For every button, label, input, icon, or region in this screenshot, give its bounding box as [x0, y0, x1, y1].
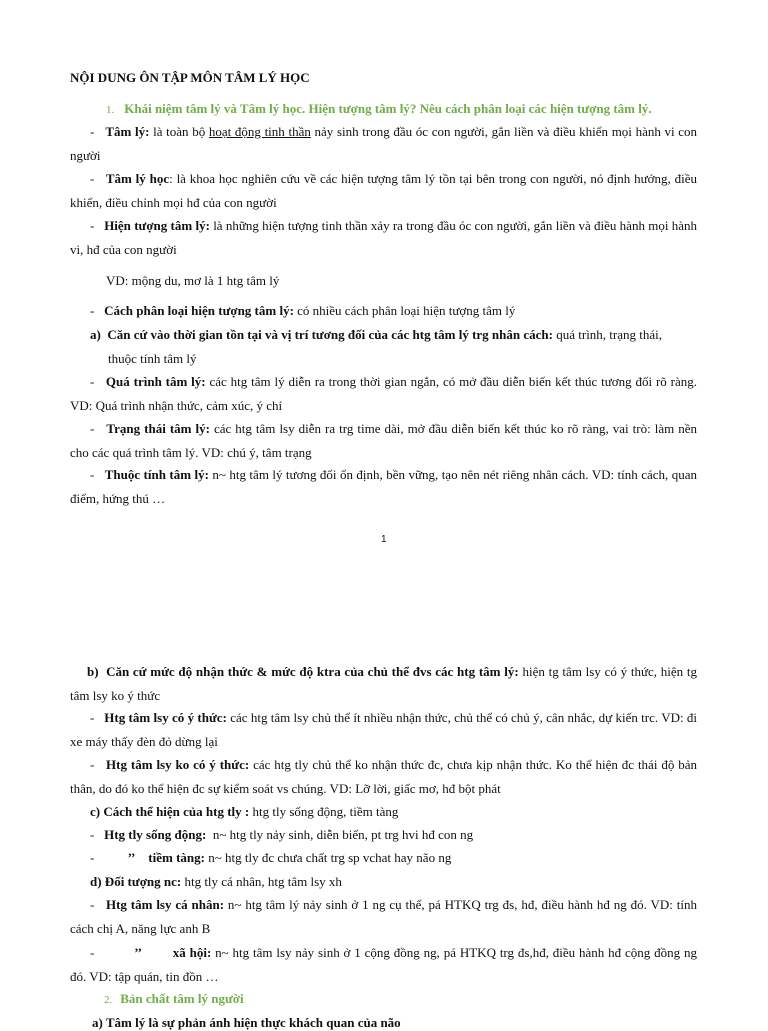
term-xa-hoi: xã hội: [172, 945, 212, 960]
ditto-mark: ’’ [127, 850, 136, 865]
text-ko-y-thuc: các htg tly chủ thể ko nhận thức đc, chưa kịp nhận thức. Ko thể hiện đc thái độ bản thân, do đó ko thể hiện đc sự kiểm soát vs chúng. VD: Lỡ lời, giấc mơ, hđ bột phát [70, 757, 697, 796]
term-tiem-tang: tiềm tàng: [148, 850, 205, 865]
item-ca-nhan [70, 893, 697, 940]
text-a-continued: thuộc tính tâm lý [108, 351, 197, 366]
item-tam-ly-hoc [70, 167, 697, 214]
item-c [90, 804, 398, 820]
bullet-dash: - [90, 467, 95, 482]
term-ko-y-thuc: Htg tâm lsy ko có ý thức: [106, 757, 250, 772]
section-1-heading [106, 101, 652, 118]
label-a: a) [90, 327, 101, 342]
example-1: VD: mộng du, mơ là 1 htg tâm lý [106, 273, 280, 288]
label-b: b) [87, 664, 99, 679]
item-phan-loai [90, 303, 515, 319]
text-song-dong: n~ htg tly nảy sinh, diễn biến, pt trg hvi hđ con ng [212, 827, 474, 842]
bullet-dash: - [90, 171, 95, 186]
section-1-title: Khái niệm tâm lý và Tâm lý học. Hiện tượng tâm lý? Nêu cách phân loại các hiện tượng tâm lý. [124, 101, 652, 116]
item-song-dong [90, 827, 473, 843]
item-co-y-thuc [70, 706, 697, 753]
item-ko-y-thuc [70, 753, 697, 800]
bullet-dash: - [90, 827, 95, 842]
term-phan-loai: Cách phân loại hiện tượng tâm lý: [104, 303, 294, 318]
term-tam-ly-hoc: Tâm lý học [105, 171, 170, 186]
term-tam-ly: Tâm lý: [105, 124, 150, 139]
term-hien-tuong-tam-ly: Hiện tượng tâm lý: [104, 218, 210, 233]
section-2-heading [104, 991, 244, 1008]
bullet-dash: - [90, 897, 95, 912]
item-hien-tuong-tam-ly [70, 214, 697, 261]
term-ca-nhan: Htg tâm lsy cá nhân: [105, 897, 225, 912]
section-1-number: 1. [106, 104, 115, 116]
text-b: hiện tg tâm lsy có ý thức, hiện tg tâm lsy ko ý thức [70, 664, 698, 703]
item-b [70, 660, 697, 707]
term-thuoc-tinh: Thuộc tính tâm lý: [104, 467, 209, 482]
bullet-dash: - [90, 303, 95, 318]
item-thuoc-tinh [70, 463, 697, 510]
term-c: c) Cách thể hiện của htg tly : [90, 804, 250, 819]
page-number: 1 [381, 534, 387, 545]
bullet-dash: - [90, 945, 95, 960]
text-trang-thai: các htg tâm lsy diễn ra trg time dài, mở đầu diễn biến kết thúc ko rõ ràng, vai trò: làm nền cho các quá trình tâm lý. VD: chú ý, tâm trạng [70, 421, 698, 460]
section-2-title: Bản chất tâm lý người [120, 991, 244, 1006]
text-phan-loai: có nhiều cách phân loại hiện tượng tâm lý [297, 303, 516, 318]
bullet-dash: - [90, 710, 95, 725]
bullet-dash: - [90, 757, 95, 772]
text-tam-ly-underlined: hoạt động tinh thần [208, 124, 311, 139]
bullet-dash: - [90, 374, 95, 389]
item-trang-thai [70, 417, 697, 464]
text-tam-ly-a: là toàn bộ [153, 124, 206, 139]
term-qua-trinh: Quá trình tâm lý: [105, 374, 206, 389]
text-thuoc-tinh: n~ htg tâm lý tương đối ổn định, bền vững, tạo nên nét riêng nhân cách. VD: tính cách, quan điểm, hứng thú … [70, 467, 698, 506]
term-d: d) Đối tượng nc: [90, 874, 182, 889]
text-a: quá trình, trạng thái, [556, 327, 663, 342]
text-c: htg tly sống động, tiềm tàng [252, 804, 399, 819]
item-qua-trinh [70, 370, 697, 417]
bullet-dash: - [90, 421, 95, 436]
item-a [90, 327, 662, 343]
text-d: htg tly cá nhân, htg tâm lsy xh [184, 874, 342, 889]
term-trang-thai: Trạng thái tâm lý: [106, 421, 210, 436]
section-2-number: 2. [104, 994, 113, 1006]
term-co-y-thuc: Htg tâm lsy có ý thức: [104, 710, 227, 725]
term-song-dong: Htg tly sống động: [104, 827, 207, 842]
text-ca-nhan: n~ htg tâm lý nảy sinh ở 1 ng cụ thể, pá HTKQ trg đs, hđ, điều hành hđ ng đó. VD: tính cách chị A, năng lực anh B [70, 897, 698, 936]
document-title: NỘI DUNG ÔN TẬP MÔN TÂM LÝ HỌC [70, 70, 310, 85]
term-b: Căn cứ mức độ nhận thức & mức độ ktra của chủ thể đvs các htg tâm lý: [106, 664, 519, 679]
text-tam-ly-b: nảy sinh trong đầu óc con người, gắn liền và điều khiển mọi hành vi con người [70, 124, 698, 163]
text-tam-ly-hoc: : là khoa học nghiên cứu về các hiện tượng tâm lý tồn tại bên trong con người, nó định hướng, điều khiển, điều chỉnh mọi hđ của con người [70, 171, 697, 210]
text-hien-tuong-tam-ly: là những hiện tượng tinh thần xảy ra trong đầu óc con người, gắn liền và điều hành mọi hành vi, hđ của con người [70, 218, 698, 257]
text-qua-trinh: các htg tâm lý diễn ra trong thời gian ngắn, có mở đầu diễn biến kết thúc tương đối rõ ràng. VD: Quá trình nhận thức, cảm xúc, ý chí [70, 374, 697, 413]
text-co-y-thuc: các htg tâm lsy chủ thể ít nhiều nhận thức, chủ thể có chủ ý, cân nhắc, dự kiến trc. VD: đi xe máy thấy đèn đỏ dừng lại [70, 710, 698, 749]
ditto-mark: ’’ [134, 945, 142, 960]
text-tiem-tang: n~ htg tly đc chưa chất trg sp vchat hay não ng [208, 850, 452, 865]
text-xa-hoi: n~ htg tâm lsy nảy sinh ở 1 cộng đồng ng, pá HTKQ trg đs,hđ, điều hành hđ cộng đồng ng đó. VD: tập quán, tin đồn … [70, 945, 698, 984]
item-tiem-tang [90, 850, 451, 866]
item-tam-ly [70, 120, 697, 167]
item-d [90, 874, 342, 890]
item-2a: a) Tâm lý là sự phản ánh hiện thực khách quan của não [92, 1015, 401, 1030]
item-xa-hoi [70, 941, 697, 988]
bullet-dash: - [90, 218, 95, 233]
bullet-dash: - [90, 124, 95, 139]
bullet-dash: - [90, 850, 95, 865]
term-a: Căn cứ vào thời gian tồn tại và vị trí tương đối của các htg tâm lý trg nhân cách: [107, 327, 553, 342]
